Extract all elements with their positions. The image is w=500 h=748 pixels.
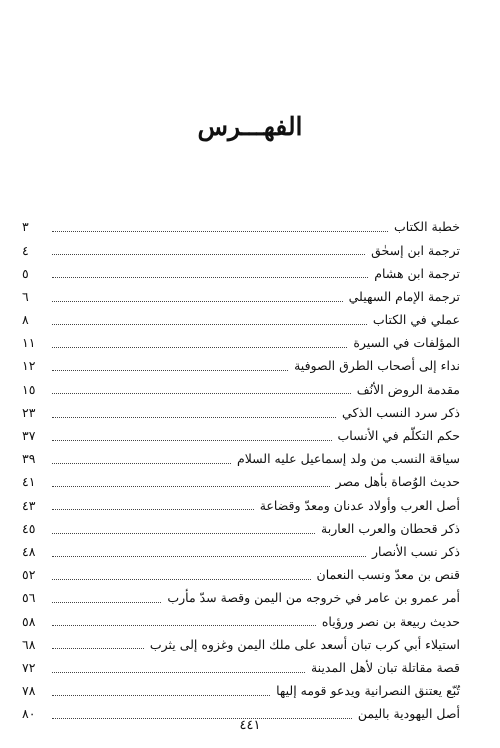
toc-entry-title: ترجمة الإمام السهيلي [348,288,460,304]
toc-entry-page: ٧٢ [22,659,36,675]
dot-leader [52,393,351,394]
toc-entry-title: حكم التكلّم في الأنساب [337,428,460,444]
page-title: الفهـــرس [197,112,303,141]
toc-entry-page: ٨٠ [22,706,36,722]
toc-entry-page: ٥٢ [22,567,36,583]
toc-entry-page: ١١ [22,335,36,351]
dot-leader [52,370,288,371]
toc-entry-page: ٥٦ [22,590,36,606]
dot-leader [52,254,365,255]
dot-leader [52,324,367,325]
toc-entry-page: ٦ [22,288,29,304]
toc-entry-page: ٤٥ [22,520,36,536]
toc-entry [22,471,460,494]
toc-entry-page: ٤١ [22,474,36,490]
toc-entry-page: ٢٣ [22,404,36,420]
dot-leader [52,672,305,673]
page-number: ٤٤١ [239,718,261,733]
toc-entry [22,448,460,471]
toc-entry [22,262,460,285]
toc-entry-page: ٥٨ [22,613,36,629]
dot-leader [52,486,330,487]
toc-entry [22,494,460,517]
toc-entry-title: المؤلفات في السيرة [353,335,460,351]
table-of-contents [22,216,460,726]
dot-leader [52,533,315,534]
toc-entry-title: سياقة النسب من ولد إسماعيل عليه السلام [236,451,460,467]
toc-entry-page: ٤ [22,242,29,258]
toc-entry [22,633,460,656]
toc-entry [22,425,460,448]
toc-entry-title: تُبّع يعتنق النصرانية ويدعو قومه إليها [276,683,460,699]
dot-leader [52,695,270,696]
toc-entry-title: استيلاء أبي كرب تبان أسعد على ملك اليمن وغزوه إلى يثرب [149,636,460,652]
toc-entry-title: قنص بن معدّ ونسب النعمان [316,567,460,583]
toc-entry-page: ٧٨ [22,683,36,699]
toc-entry [22,402,460,425]
toc-entry-page: ٤٨ [22,543,36,559]
toc-entry [22,332,460,355]
toc-entry-page: ١٥ [22,381,36,397]
toc-entry-title: ذكر قحطان والعرب العاربة [321,520,460,536]
dot-leader [52,231,388,232]
toc-entry-title: نداء إلى أصحاب الطرق الصوفية [294,358,460,374]
dot-leader [52,625,316,626]
toc-entry-title: ترجمة ابن إسحٰق [371,242,460,258]
dot-leader [52,556,366,557]
toc-entry-page: ٦٨ [22,636,36,652]
toc-entry [22,517,460,540]
dot-leader [52,579,311,580]
toc-entry-page: ٣ [22,219,29,235]
toc-entry-title: حديث الوُصاة بأهل مصر [335,474,460,490]
toc-entry [22,657,460,680]
toc-entry [22,309,460,332]
toc-entry-page: ٨ [22,312,29,328]
toc-entry-page: ٣٧ [22,428,36,444]
toc-entry-title: قصة مقاتلة تبان لأهل المدينة [310,659,460,675]
toc-entry-page: ٥ [22,265,29,281]
toc-entry [22,680,460,703]
toc-entry-title: عملي في الكتاب [372,312,460,328]
toc-entry-title: خطبة الكتاب [394,219,460,235]
dot-leader [52,602,161,603]
toc-entry-title: ذكر سرد النسب الذكي [342,404,460,420]
dot-leader [52,648,144,649]
toc-entry [22,610,460,633]
toc-entry [22,239,460,262]
toc-entry [22,587,460,610]
toc-entry-title: ترجمة ابن هشام [374,265,460,281]
toc-entry-page: ٣٩ [22,451,36,467]
toc-entry [22,286,460,309]
toc-entry-title: أصل العرب وأولاد عدنان ومعدّ وقضاعة [259,497,460,513]
dot-leader [52,463,231,464]
toc-entry [22,216,460,239]
toc-entry-page: ٤٣ [22,497,36,513]
toc-entry-title: ذكر نسب الأنصار [371,543,460,559]
toc-entry-title: مقدمة الروض الأنُف [356,381,460,397]
toc-entry [22,564,460,587]
dot-leader [52,417,336,418]
dot-leader [52,509,254,510]
toc-entry [22,541,460,564]
toc-entry [22,355,460,378]
toc-entry-title: أصل اليهودية باليمن [357,706,460,722]
toc-entry-title: أمر عمرو بن عامر في خروجه من اليمن وقصة سدّ مأرب [167,590,460,606]
dot-leader [52,277,368,278]
dot-leader [52,440,332,441]
toc-entry [22,378,460,401]
dot-leader [52,347,347,348]
toc-entry-page: ١٢ [22,358,36,374]
toc-entry-title: حديث ربيعة بن نصر ورؤياه [321,613,460,629]
dot-leader [52,301,343,302]
